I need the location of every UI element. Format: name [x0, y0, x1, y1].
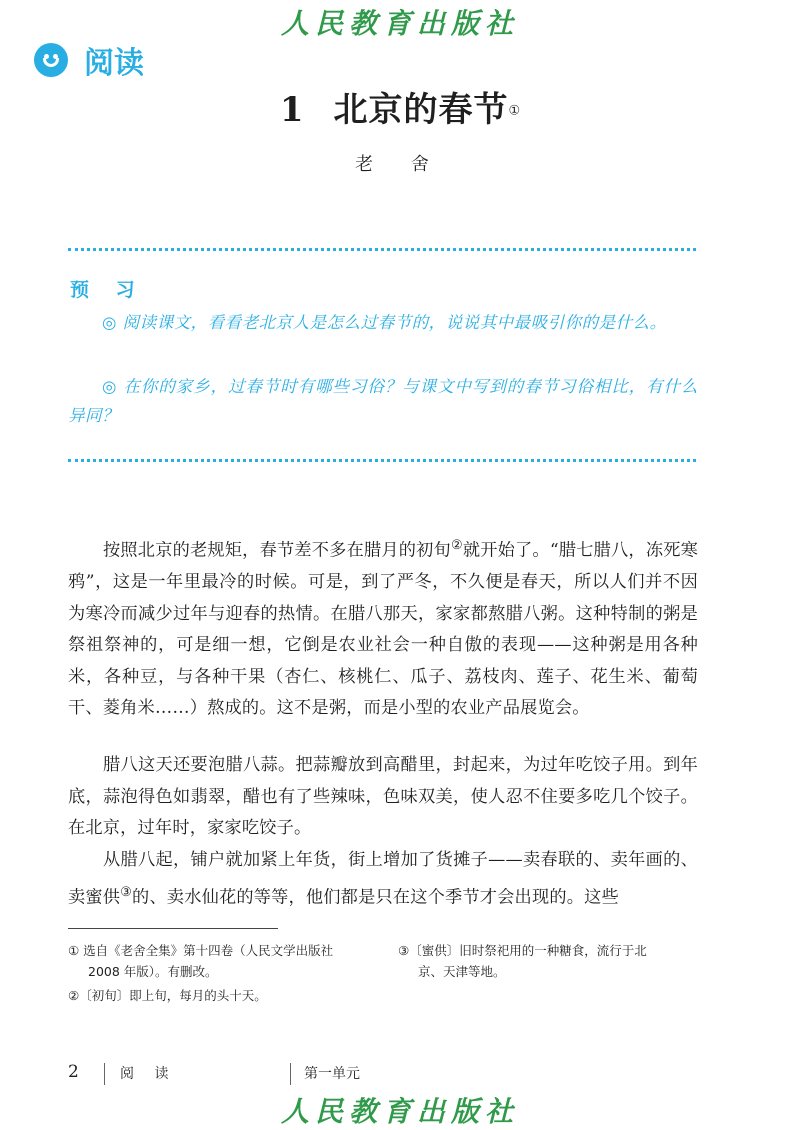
- smiley-icon: [34, 43, 68, 77]
- section-label: 阅读: [84, 46, 144, 81]
- footer-divider: [104, 1063, 105, 1085]
- lesson-title-block: [0, 82, 800, 131]
- footnote-marker: ③: [120, 884, 133, 900]
- body-paragraph-1: [68, 530, 698, 725]
- title-footnote-marker: ①: [508, 103, 521, 119]
- preview-divider-top: [68, 248, 696, 251]
- preview-item: ◎ 阅读课文，看看老北京人是怎么过春节的，说说其中最吸引你的是什么。: [102, 313, 667, 332]
- preview-item: ◎ 在你的家乡，过春节时有哪些习俗？与课文中写到的春节习俗相比，有什么异同？: [68, 377, 698, 425]
- body-paragraph-2: 腊八这天还要泡腊八蒜。把蒜瓣放到高醋里，封起来，为过年吃饺子用。到年底，蒜泡得色如翡翠，醋也有了些辣味，色味双美，使人忍不住要多吃几个饺子。在北京，过年时，家家吃饺子。: [68, 755, 698, 838]
- footnote-rule: [68, 928, 278, 929]
- footnote-marker: ②: [450, 538, 463, 553]
- footnote-line: 京、天津等地。: [418, 964, 506, 979]
- footnote-1: [68, 940, 388, 982]
- footnote-line: ① 选自《老舍全集》第十四卷（人民文学出版社: [68, 943, 334, 958]
- body-paragraph-3: [68, 845, 698, 914]
- footnote-2: ②〔初旬〕即上旬，每月的头十天。: [68, 988, 267, 1003]
- footnote-line: 2008 年版）。有删改。: [88, 964, 218, 979]
- paragraph-text: 就开始了。“腊七腊八，冻死寒鸦”，这是一年里最冷的时候。可是，到了严冬，不久便是春天，所以人们并不因为寒冷而减少过年与迎春的热情。在腊八那天，家家都熬腊八粥。这种特制的粥是祭祖祭神的，可是细一想，它倒是农业社会一种自傲的表现——这种粥是用各种米，各种豆，与各种干果（杏仁、核桃仁、瓜子、荔枝肉、莲子、花生米、葡萄干、菱角米……）熬成的。这不是粥，而是小型的农业产品展览会。: [68, 540, 699, 719]
- footnote-line: ③〔蜜供〕旧时祭祀用的一种糖食，流行于北: [398, 943, 647, 958]
- paragraph-text: 从腊八起，铺户就加紧上年货，街上增加了货摊子——卖春联的、卖年画的、卖蜜供: [68, 850, 698, 908]
- section-badge: [34, 40, 144, 80]
- footer-unit-label: 第一单元: [304, 1066, 360, 1082]
- paragraph-text: 的、卖水仙花的等等，他们都是只在这个季节才会出现的。这些: [132, 887, 619, 908]
- footer-divider: [290, 1063, 291, 1085]
- lesson-title: 北京的春节: [333, 90, 509, 130]
- footer-section-label: 阅 读: [120, 1066, 177, 1082]
- publisher-logo-top: 人民教育出版社: [280, 7, 519, 40]
- publisher-logo-bottom: 人民教育出版社: [280, 1095, 519, 1128]
- lesson-number: 1: [279, 90, 304, 130]
- author: 老 舍: [355, 154, 445, 175]
- footnote-3: [398, 940, 698, 982]
- page-number: 2: [68, 1062, 79, 1082]
- preview-heading: 预 习: [70, 279, 145, 301]
- paragraph-text: 按照北京的老规矩，春节差不多在腊月的初旬: [103, 540, 451, 561]
- preview-divider-bottom: [68, 459, 696, 462]
